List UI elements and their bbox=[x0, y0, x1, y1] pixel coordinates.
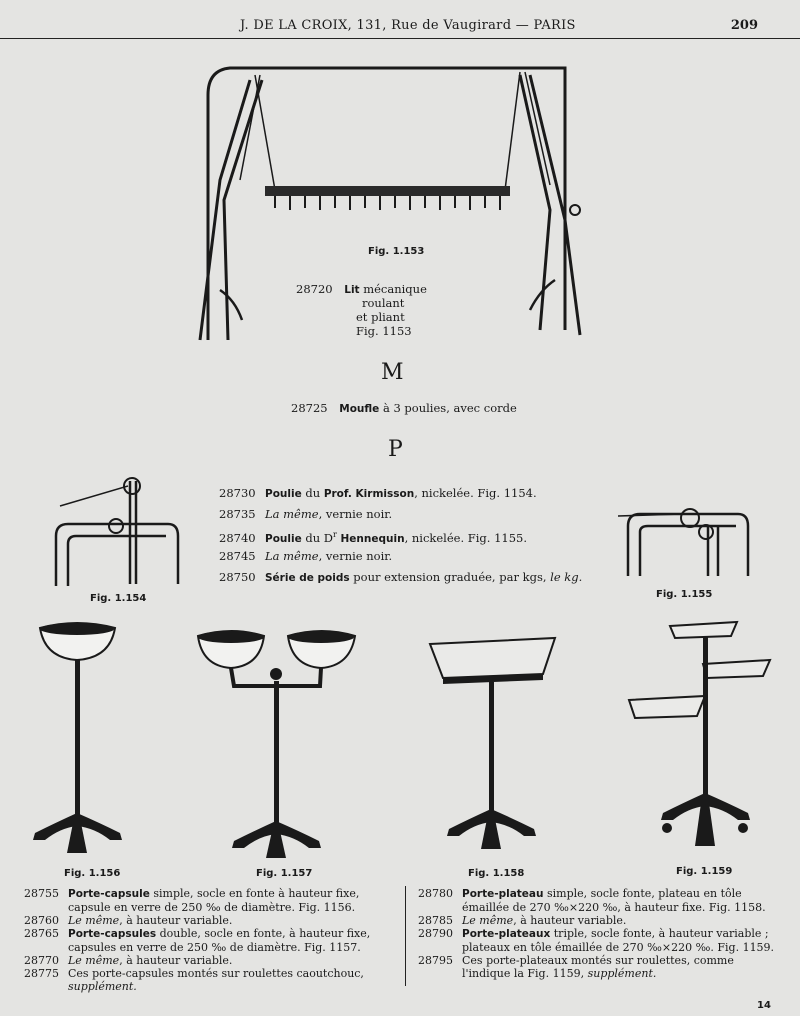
item-name: Lit bbox=[344, 284, 360, 296]
list-item bbox=[418, 914, 780, 927]
item-code: 28755 bbox=[24, 887, 59, 900]
item-text: , à hauteur variable. bbox=[119, 954, 233, 967]
tray-stand-1158-illustration bbox=[425, 634, 560, 859]
item-name: Poulie bbox=[265, 488, 302, 500]
list-item bbox=[24, 887, 394, 914]
fig-1155-caption: Fig. 1.155 bbox=[656, 589, 713, 600]
section-letter-m: M bbox=[381, 360, 404, 385]
item-code: 28720 bbox=[296, 282, 333, 296]
item-italic: Le même bbox=[68, 914, 120, 927]
fig-1158-caption: Fig. 1.158 bbox=[468, 868, 525, 879]
item-name: Porte-capsules bbox=[68, 928, 157, 940]
item-italic: le kg. bbox=[550, 570, 583, 584]
item-tail: , vernie noir. bbox=[318, 549, 393, 563]
item-desc-2: roulant bbox=[362, 296, 405, 310]
item-text: double, socle en fonte, à hauteur fixe, capsules en verre de 250 ‰ de diamètre. Fig. 1157. bbox=[68, 927, 371, 954]
item-name: Poulie bbox=[265, 532, 302, 545]
item-sup: r bbox=[333, 530, 337, 539]
item-code: 28745 bbox=[219, 549, 256, 563]
item-code: 28775 bbox=[24, 967, 59, 980]
header-title: J. DE LA CROIX, 131, Rue de Vaugirard — PARIS bbox=[240, 18, 576, 33]
p-row-5 bbox=[219, 570, 582, 585]
item-italic: supplément. bbox=[587, 967, 657, 980]
item-text: Ces porte-plateaux montés sur roulettes, comme l'indique la Fig. 1159, bbox=[462, 954, 734, 980]
item-code: 28740 bbox=[219, 530, 256, 545]
signature-mark: 14 bbox=[757, 1000, 771, 1011]
item-text: , à hauteur variable. bbox=[119, 914, 233, 927]
list-item bbox=[418, 887, 780, 914]
fig-1153-caption: Fig. 1.153 bbox=[368, 246, 425, 257]
item-italic: La même bbox=[265, 507, 319, 521]
section-m-row bbox=[291, 401, 517, 416]
fig-1159-caption: Fig. 1.159 bbox=[676, 866, 733, 877]
p-row-2 bbox=[219, 507, 392, 521]
section-letter-p: P bbox=[388, 437, 403, 462]
item-code: 28760 bbox=[24, 914, 59, 927]
p-row-3 bbox=[219, 528, 527, 546]
item-tail: , nickelée. Fig. 1155. bbox=[404, 530, 528, 545]
left-product-list bbox=[24, 887, 394, 993]
item-code: 28785 bbox=[418, 914, 453, 927]
capsule-stand-1156-illustration bbox=[25, 618, 130, 863]
item-name: Porte-plateaux bbox=[462, 928, 551, 940]
list-item bbox=[24, 927, 394, 954]
item-code: 28780 bbox=[418, 887, 453, 900]
item-name-2: Prof. Kirmisson bbox=[323, 488, 415, 500]
fig-1157-caption: Fig. 1.157 bbox=[256, 868, 313, 879]
item-name: Moufle bbox=[339, 403, 380, 415]
item-code: 28725 bbox=[291, 401, 328, 415]
item-text: Ces porte-capsules montés sur roulettes caoutchouc, bbox=[68, 967, 364, 980]
page-header bbox=[0, 18, 800, 39]
item-text: simple, socle en fonte à hauteur fixe, capsule en verre de 250 ‰ de diamètre. Fig. 1156. bbox=[68, 887, 360, 914]
list-item bbox=[418, 927, 780, 954]
fig-1153-text bbox=[296, 282, 427, 297]
list-item bbox=[24, 954, 394, 967]
item-text: du D bbox=[305, 530, 334, 545]
item-code: 28770 bbox=[24, 954, 59, 967]
item-name-2: Hennequin bbox=[340, 532, 405, 545]
item-code: 28735 bbox=[219, 507, 256, 521]
pulley-1155-illustration bbox=[618, 496, 753, 581]
item-name: Porte-capsule bbox=[68, 888, 150, 900]
right-product-list bbox=[418, 887, 780, 980]
fig-1154-caption: Fig. 1.154 bbox=[90, 593, 147, 604]
list-item bbox=[418, 954, 780, 980]
list-item bbox=[24, 967, 394, 993]
item-desc: à 3 poulies, avec corde bbox=[382, 401, 517, 415]
item-text: du bbox=[305, 486, 321, 500]
item-code: 28765 bbox=[24, 927, 59, 940]
item-code: 28795 bbox=[418, 954, 453, 967]
column-divider bbox=[405, 886, 406, 986]
item-italic: La même bbox=[265, 549, 319, 563]
list-item bbox=[24, 914, 394, 927]
item-italic: supplément. bbox=[68, 980, 137, 993]
item-code: 28750 bbox=[219, 570, 256, 584]
tray-stand-1159-illustration bbox=[625, 618, 775, 863]
item-code: 28790 bbox=[418, 927, 453, 940]
item-italic: Le même bbox=[68, 954, 120, 967]
page-number: 209 bbox=[730, 18, 758, 33]
p-row-4 bbox=[219, 549, 392, 563]
item-text: , à hauteur variable. bbox=[513, 914, 627, 927]
item-italic: Le même bbox=[462, 914, 514, 927]
item-desc-4: Fig. 1153 bbox=[356, 324, 412, 338]
item-tail: , nickelée. Fig. 1154. bbox=[414, 486, 537, 500]
item-tail: pour extension graduée, par kgs, bbox=[353, 570, 547, 584]
item-name: Série de poids bbox=[265, 572, 350, 584]
p-row-1 bbox=[219, 486, 537, 501]
fig-1156-caption: Fig. 1.156 bbox=[64, 868, 121, 879]
item-desc-3: et pliant bbox=[356, 310, 405, 324]
item-desc-1: mécanique bbox=[363, 282, 427, 296]
item-name: Porte-plateau bbox=[462, 888, 544, 900]
capsule-stand-1157-illustration bbox=[192, 626, 362, 866]
item-tail: , vernie noir. bbox=[318, 507, 393, 521]
pulley-1154-illustration bbox=[48, 466, 183, 591]
item-text: simple, socle fonte, plateau en tôle émaillée de 270 ‰×220 ‰, à hauteur fixe. Fig. 1158. bbox=[462, 887, 766, 914]
item-text: triple, socle fonte, à hauteur variable ; plateaux en tôle émaillée de 270 ‰×220 ‰. Fig. 1159. bbox=[462, 927, 775, 954]
item-code: 28730 bbox=[219, 486, 256, 500]
